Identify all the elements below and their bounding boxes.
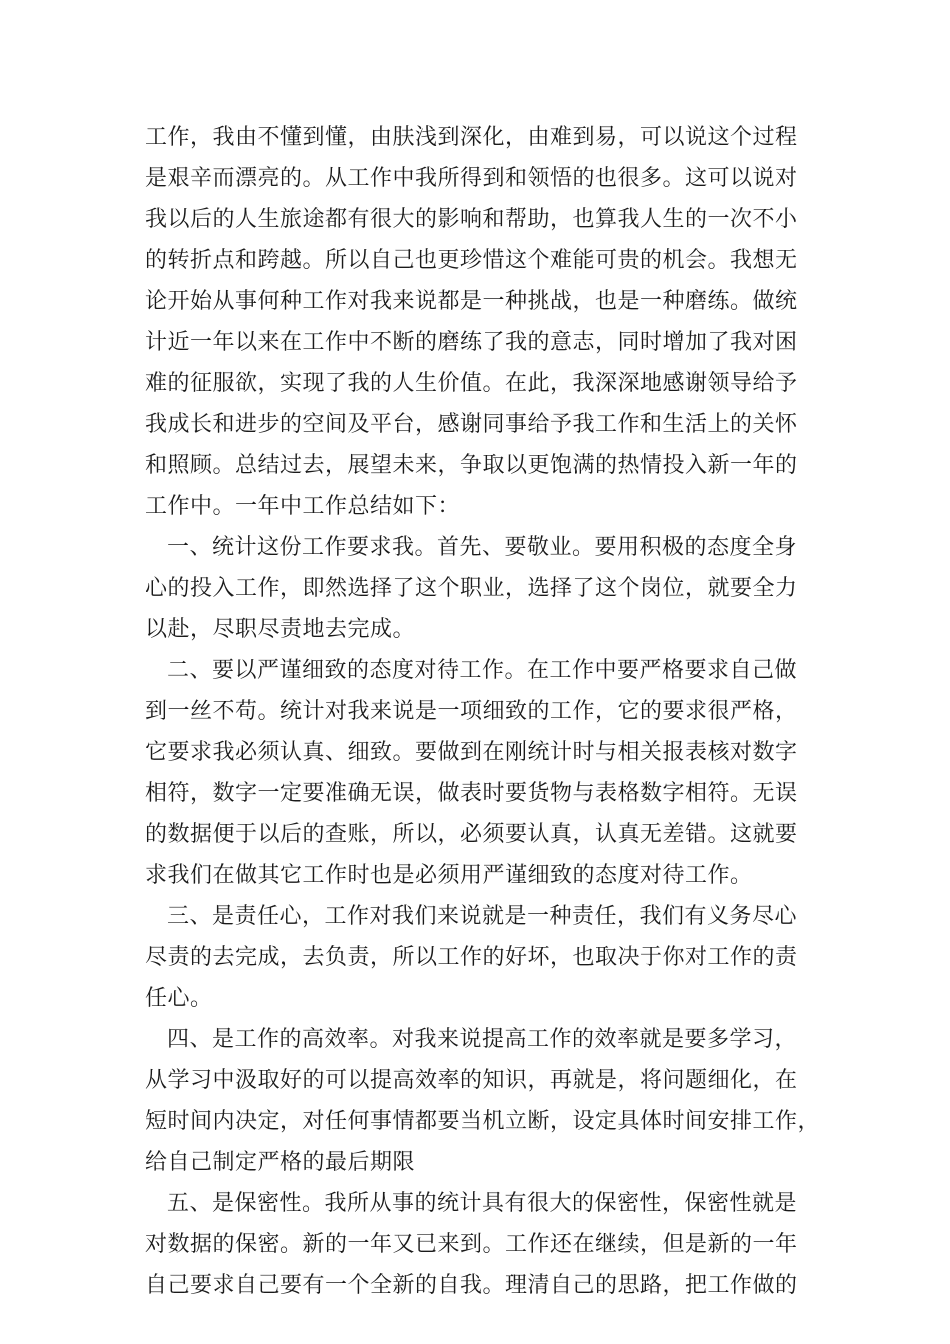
text-line: 短时间内决定，对任何事情都要当机立断，设定具体时间安排工作， [145, 1109, 821, 1134]
section-3-first-line: 三、是责任心，工作对我们来说就是一种责任，我们有义务尽心 [167, 904, 798, 929]
text-line: 和照顾。总结过去，展望未来，争取以更饱满的热情投入新一年的 [145, 453, 798, 478]
text-line: 的转折点和跨越。所以自己也更珍惜这个难能可贵的机会。我想无 [145, 248, 798, 273]
text-line: 尽责的去完成，去负责，所以工作的好坏，也取决于你对工作的责 [145, 945, 798, 970]
text-line: 心的投入工作，即然选择了这个职业，选择了这个岗位，就要全力 [145, 576, 798, 601]
text-line: 对数据的保密。新的一年又已来到。工作还在继续，但是新的一年 [145, 1232, 798, 1257]
text-line: 工作，我由不懂到懂，由肤浅到深化，由难到易，可以说这个过程 [145, 125, 798, 150]
text-line: 自己要求自己要有一个全新的自我。理清自己的思路，把工作做的 [145, 1273, 798, 1298]
text-line: 计近一年以来在工作中不断的磨练了我的意志，同时增加了我对困 [145, 330, 798, 355]
text-line: 我以后的人生旅途都有很大的影响和帮助，也算我人生的一次不小 [145, 207, 798, 232]
text-line: 以赴，尽职尽责地去完成。 [145, 617, 416, 642]
text-line: 工作中。一年中工作总结如下： [145, 494, 461, 519]
text-line: 任心。 [145, 986, 213, 1011]
text-line: 求我们在做其它工作时也是必须用严谨细致的态度对待工作。 [145, 863, 753, 888]
section-5-first-line: 五、是保密性。我所从事的统计具有很大的保密性，保密性就是 [167, 1191, 798, 1216]
text-line: 难的征服欲，实现了我的人生价值。在此，我深深地感谢领导给予 [145, 371, 798, 396]
section-1-first-line: 一、统计这份工作要求我。首先、要敬业。要用积极的态度全身 [167, 535, 798, 560]
text-line: 它要求我必须认真、细致。要做到在刚统计时与相关报表核对数字 [145, 740, 798, 765]
text-line: 到一丝不苟。统计对我来说是一项细致的工作，它的要求很严格， [145, 699, 798, 724]
text-line: 相符，数字一定要准确无误，做表时要货物与表格数字相符。无误 [145, 781, 798, 806]
text-line: 给自己制定严格的最后期限 [145, 1150, 416, 1175]
text-line: 我成长和进步的空间及平台，感谢同事给予我工作和生活上的关怀 [145, 412, 798, 437]
section-2-first-line: 二、要以严谨细致的态度对待工作。在工作中要严格要求自己做 [167, 658, 798, 683]
text-line: 论开始从事何种工作对我来说都是一种挑战，也是一种磨练。做统 [145, 289, 798, 314]
document-body [145, 117, 821, 1306]
text-line: 是艰辛而漂亮的。从工作中我所得到和领悟的也很多。这可以说对 [145, 166, 798, 191]
text-line: 从学习中汲取好的可以提高效率的知识，再就是，将问题细化，在 [145, 1068, 798, 1093]
section-4-first-line: 四、是工作的高效率。对我来说提高工作的效率就是要多学习， [167, 1027, 798, 1052]
text-line: 的数据便于以后的查账，所以，必须要认真，认真无差错。这就要 [145, 822, 798, 847]
